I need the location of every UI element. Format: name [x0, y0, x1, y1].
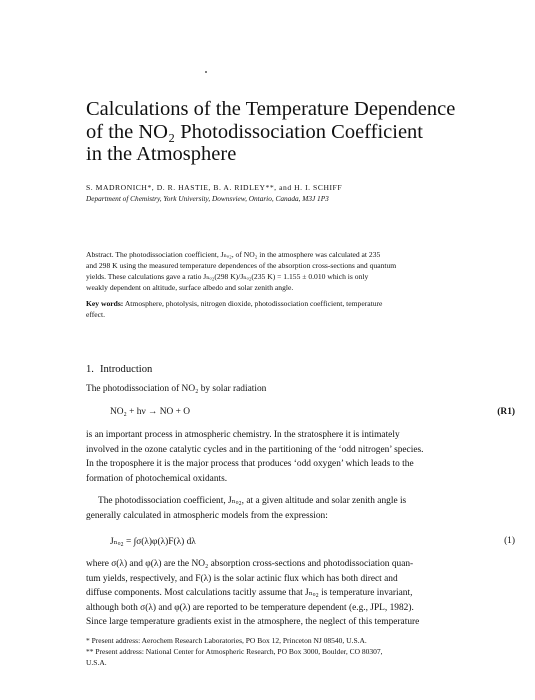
keywords-label: Key words:	[86, 299, 124, 308]
intro-sentence	[86, 384, 518, 394]
section-heading	[86, 364, 152, 375]
affiliation: Department of Chemistry, York University, Downsview, Ontario, Canada, M3J 1P3	[86, 194, 329, 203]
body-line: The photodissociation of NO₂ by solar radiation	[86, 384, 267, 394]
title-line: Calculations of the Temperature Dependence	[86, 98, 456, 120]
section-number: 1.	[86, 364, 94, 375]
body-line: involved in the ozone catalytic cycles and in the partitioning of the ‘odd nitrogen’ species.	[86, 444, 424, 455]
keywords-text: Atmosphere, photolysis, nitrogen dioxide, photodissociation coefficient, temperature	[124, 299, 383, 308]
equation-1: Jₙₒ₂ = ∫σ(λ)φ(λ)F(λ) dλ	[110, 537, 196, 547]
abstract-line: Abstract. The photodissociation coefficient, Jₙₒ₂, of NO₂ in the atmosphere was calculated at 235	[86, 250, 381, 259]
reaction-label: (R1)	[497, 407, 515, 417]
body-line: although both σ(λ) and φ(λ) are reported to be temperature dependent (e.g., JPL, 1982).	[86, 602, 414, 613]
paragraph-3	[86, 494, 518, 523]
section-title: Introduction	[99, 364, 153, 375]
abstract	[86, 249, 516, 293]
equation-label: (1)	[504, 536, 515, 546]
reaction-equation: NO₂ + hν → NO + O	[110, 407, 191, 417]
abstract-line: weakly dependent on altitude, surface albedo and solar zenith angle.	[86, 283, 294, 292]
footnote-line: ** Present address: National Center for Atmospheric Research, PO Box 3000, Boulder, CO 80307,	[86, 647, 383, 656]
title-line: of the NO₂ Photodissociation Coefficient	[86, 120, 423, 143]
body-line: Since large temperature gradients exist in the atmosphere, the neglect of this temperature	[86, 617, 420, 628]
paragraph-4	[86, 557, 518, 630]
author-list: S. MADRONICH*, D. R. HASTIE, B. A. RIDLEY**, and H. I. SCHIFF	[86, 183, 343, 192]
body-line: tum yields, respectively, and F(λ) is the solar actinic flux which has both direct and	[86, 573, 398, 584]
body-line: diffuse components. Most calculations tacitly assume that Jₙₒ₂ is temperature invariant,	[86, 588, 413, 599]
keywords-line: effect.	[86, 310, 106, 319]
footnote-line: * Present address: Aerochem Research Laboratories, PO Box 12, Princeton NJ 08540, U.S.A.	[86, 636, 367, 645]
body-line: generally calculated in atmospheric models from the expression:	[86, 510, 328, 521]
keywords	[86, 298, 516, 320]
keywords-line	[86, 298, 516, 309]
footnote-line: U.S.A.	[86, 658, 107, 667]
footnotes	[86, 635, 518, 668]
title-line: in the Atmosphere	[86, 143, 237, 165]
body-line: In the troposphere it is the major process that produces ‘odd oxygen’ which leads to the	[86, 459, 414, 470]
body-line: formation of photochemical oxidants.	[86, 473, 228, 484]
abstract-line: and 298 K using the measured temperature dependences of the absorption cross-sections and quantum	[86, 261, 397, 270]
body-line: The photodissociation coefficient, Jₙₒ₂, at a given altitude and solar zenith angle is	[98, 496, 407, 506]
body-line: is an important process in atmospheric chemistry. In the stratosphere it is intimately	[86, 430, 400, 440]
scan-speck	[205, 71, 207, 73]
abstract-line: yields. These calculations gave a ratio Jₙₒ₂(298 K)/Jₙₒ₂(235 K) = 1.155 ± 0.010 which is only	[86, 272, 369, 281]
paragraph-2	[86, 428, 518, 486]
paper-title	[86, 98, 506, 166]
body-line: where σ(λ) and φ(λ) are the NO₂ absorption cross-sections and photodissociation quan-	[86, 559, 414, 569]
